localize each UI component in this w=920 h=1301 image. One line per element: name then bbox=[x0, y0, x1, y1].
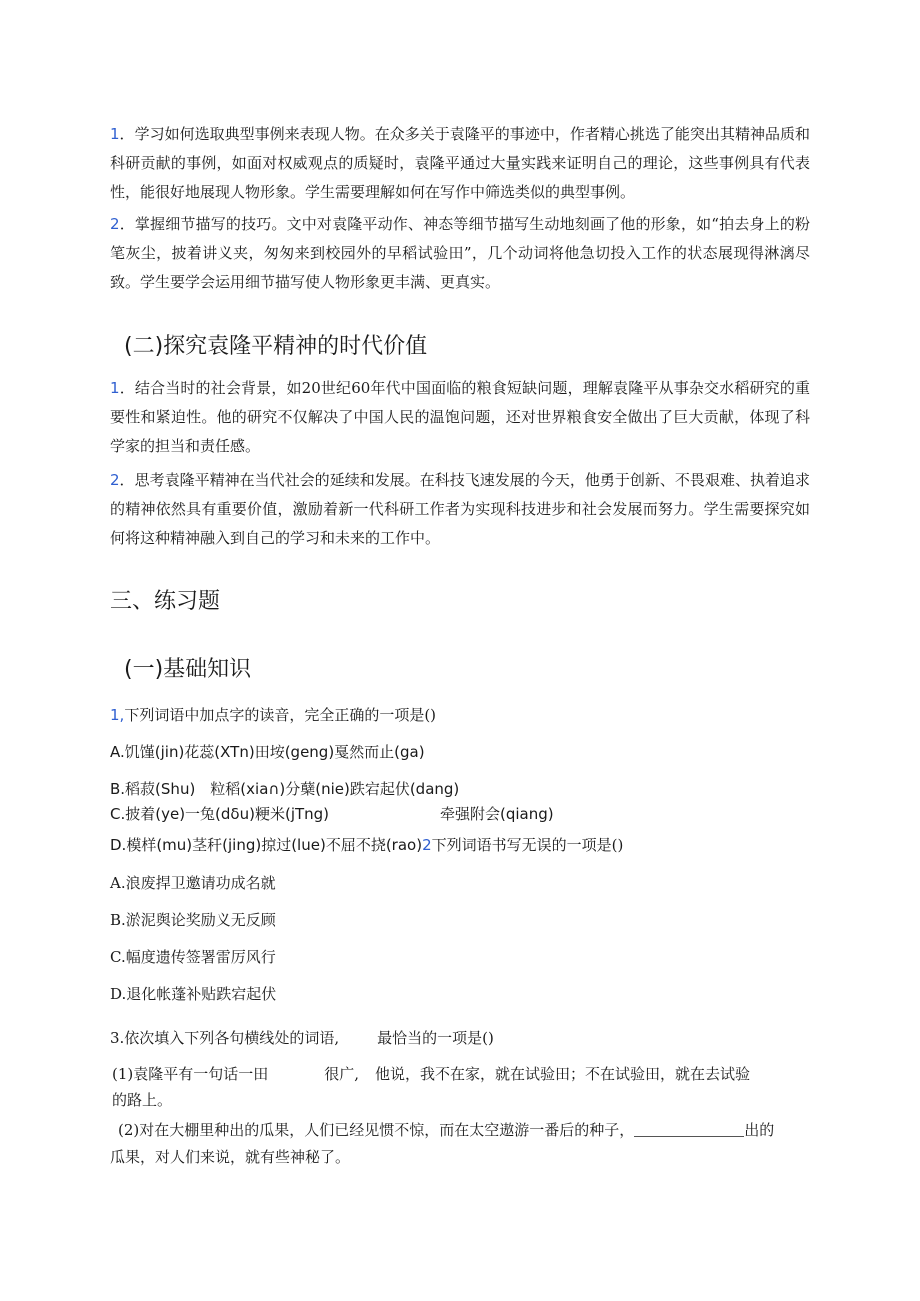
question-2-option-b: B.淤泥舆论奖励义无反顾 bbox=[110, 911, 276, 929]
question-3-sentence-1-cont: 的路上。 bbox=[112, 1091, 173, 1109]
question-1-option-c: C.披着(ye)一兔(dδu)粳米(jTng) bbox=[110, 805, 330, 823]
item-number: 2 bbox=[110, 215, 120, 233]
question-1-option-a: A.饥馑(jin)花蕊(XTn)田垵(geng)戛然而止(ga) bbox=[110, 743, 425, 761]
sentence-text: 很广, bbox=[324, 1065, 360, 1083]
question-1-option-c-tail: 牵强附会(qiang) bbox=[440, 805, 554, 823]
item-number: 1 bbox=[110, 125, 120, 143]
sentence-text: 出的 bbox=[744, 1121, 775, 1139]
question-3-sentence-1 bbox=[112, 1062, 750, 1086]
item-number: 2 bbox=[110, 471, 120, 489]
question-1-option-d-and-question-2 bbox=[110, 833, 623, 857]
paragraph-2 bbox=[110, 210, 810, 297]
chapter-heading: 三、练习题 bbox=[110, 589, 221, 614]
question-2-option-d: D.退化帐蓬补贴跌宕起伏 bbox=[110, 985, 277, 1003]
paragraph-text: ．掌握细节描写的技巧。文中对袁隆平动作、神态等细节描写生动地刻画了他的形象，如“拍去身上的粉笔灰尘，披着讲义夹，匆匆来到校园外的早稻试验田”，几个动词将他急切投入工作的状态展现得淋漓尽致。学生要学会运用细节描写使人物形象更丰满、更真实。 bbox=[110, 215, 810, 291]
sentence-text: (2)对在大棚里种出的瓜果，人们已经见惯不惊，而在太空遨游一番后的种子， bbox=[118, 1121, 635, 1139]
question-1-stem bbox=[110, 703, 436, 727]
item-number: 1 bbox=[110, 379, 120, 397]
question-1-option-b: B.稻菽(Shu) 粒稻(xia∩)分蘖(nie)跌宕起伏(dang) bbox=[110, 780, 460, 798]
section-heading: (二)探究袁隆平精神的时代价值 bbox=[124, 334, 428, 359]
question-text: 最恰当的一项是() bbox=[377, 1029, 494, 1047]
paragraph-1 bbox=[110, 120, 810, 207]
paragraph-text: ．学习如何选取典型事例来表现人物。在众多关于袁隆平的事迹中，作者精心挑选了能突出其精神品质和科研贡献的事例，如面对权威观点的质疑时，袁隆平通过大量实践来证明自己的理论，这些事例具有代表性，能很好地展现人物形象。学生需要理解如何在写作中筛选类似的典型事例。 bbox=[110, 125, 810, 201]
paragraph-text: ．思考袁隆平精神在当代社会的延续和发展。在科技飞速发展的今天，他勇于创新、不畏艰难、执着追求的精神依然具有重要价值，激励着新一代科研工作者为实现科技进步和社会发展而努力。学生需要探究如何将这种精神融入到自己的学习和未来的工作中。 bbox=[110, 471, 810, 547]
subsection-heading: (一)基础知识 bbox=[124, 657, 252, 682]
question-2-option-a: A.浪废捍卫邀请功成名就 bbox=[110, 874, 276, 892]
question-1-option-d: D.模样(mu)茎秆(jing)掠过(lue)不屈不挠(rao) bbox=[110, 836, 423, 854]
paragraph-3 bbox=[110, 374, 810, 461]
question-number: 1, bbox=[110, 706, 125, 724]
question-number: 2 bbox=[422, 836, 432, 854]
question-2-option-c: C.幅度遗传签署雷厉风行 bbox=[110, 948, 276, 966]
question-3-sentence-2-cont: 瓜果，对人们来说，就有些神秘了。 bbox=[110, 1148, 351, 1166]
sentence-text: (1)袁隆平有一句话一田 bbox=[112, 1065, 269, 1083]
paragraph-text: ．结合当时的社会背景，如20世纪60年代中国面临的粮食短缺问题，理解袁隆平从事杂交水稻研究的重要性和紧迫性。他的研究不仅解决了中国人民的温饱问题，还对世界粮食安全做出了巨大贡献，体现了科学家的担当和责任感。 bbox=[110, 379, 810, 455]
sentence-text: 他说，我不在家，就在试验田；不在试验田，就在去试验 bbox=[375, 1065, 751, 1083]
question-3-stem bbox=[110, 1026, 494, 1050]
question-2-stem: 下列词语书写无误的一项是() bbox=[431, 836, 624, 854]
question-3-sentence-2 bbox=[118, 1118, 774, 1142]
question-text: 下列词语中加点字的读音，完全正确的一项是() bbox=[124, 706, 437, 724]
paragraph-4 bbox=[110, 466, 810, 553]
answer-blank[interactable] bbox=[634, 1122, 744, 1137]
question-text: 3.依次填入下列各句横线处的词语, bbox=[110, 1029, 340, 1047]
